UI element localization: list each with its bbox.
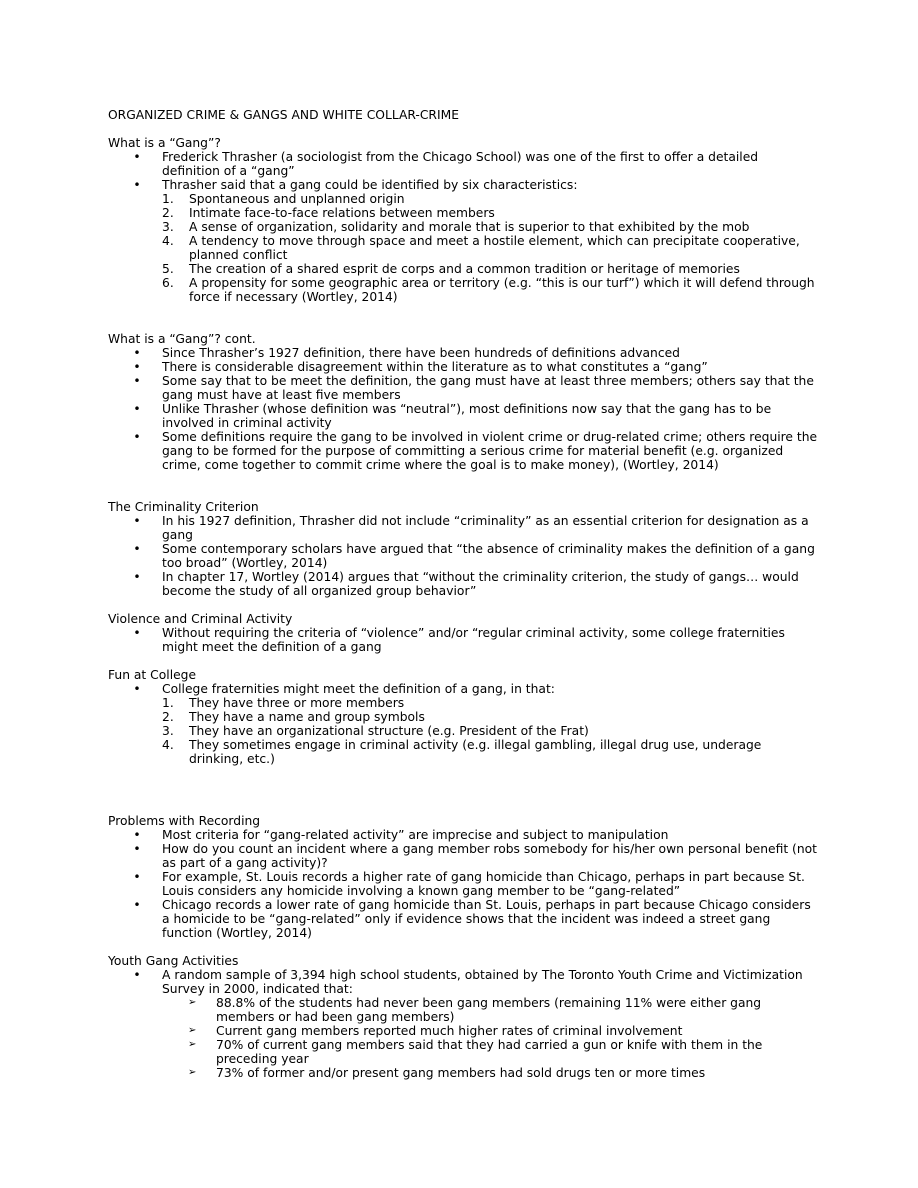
- numbered-item: [162, 234, 818, 262]
- bullet-text: Chicago records a lower rate of gang homicide than St. Louis, perhaps in part because Chicago considers a homicide to be “gang-related” only if evidence shows that the incident was indeed a street gang function (Wortley, 2014): [162, 898, 811, 940]
- bullet-list: [108, 346, 818, 472]
- numbered-item-text: They have a name and group symbols: [189, 710, 425, 724]
- bullet-item: [108, 842, 818, 870]
- bullet-item: [108, 430, 818, 472]
- bullet-item: [108, 870, 818, 898]
- numbered-list: [162, 192, 818, 304]
- bullet-icon: •: [133, 430, 141, 444]
- bullet-list: [108, 514, 818, 598]
- section-spacer: [108, 940, 818, 954]
- item-number: 1.: [162, 696, 174, 710]
- bullet-list: [108, 626, 818, 654]
- section: [108, 814, 818, 940]
- bullet-text: Unlike Thrasher (whose definition was “neutral”), most definitions now say that the gang has to be involved in criminal activity: [162, 402, 772, 430]
- arrow-item-text: 70% of current gang members said that they had carried a gun or knife with them in the preceding year: [216, 1038, 763, 1066]
- numbered-item-text: A sense of organization, solidarity and morale that is superior to that exhibited by the mob: [189, 220, 750, 234]
- bullet-item: [108, 514, 818, 542]
- numbered-item: [162, 710, 818, 724]
- section-heading: What is a “Gang”?: [108, 136, 221, 150]
- bullet-icon: •: [133, 682, 141, 696]
- numbered-item-text: They have an organizational structure (e.g. President of the Frat): [189, 724, 589, 738]
- bullet-icon: •: [133, 828, 141, 842]
- bullet-text: There is considerable disagreement within the literature as to what constitutes a “gang”: [162, 360, 708, 374]
- bullet-text: How do you count an incident where a gang member robs somebody for his/her own personal benefit (not as part of a gang activity)?: [162, 842, 817, 870]
- arrow-item-text: 88.8% of the students had never been gang members (remaining 11% were either gang members or had been gang members): [216, 996, 762, 1024]
- document-body: [108, 136, 818, 1080]
- bullet-icon: •: [133, 178, 141, 192]
- item-number: 2.: [162, 206, 174, 220]
- item-number: 2.: [162, 710, 174, 724]
- bullet-icon: •: [133, 402, 141, 416]
- numbered-item: [162, 206, 818, 220]
- bullet-icon: •: [133, 842, 141, 856]
- section: [108, 954, 818, 1080]
- bullet-text: Without requiring the criteria of “violence” and/or “regular criminal activity, some college fraternities might meet the definition of a gang: [162, 626, 785, 654]
- bullet-list: [108, 828, 818, 940]
- numbered-item-text: A propensity for some geographic area or territory (e.g. “this is our turf”) which it will defend through force if necessary (Wortley, 2014): [189, 276, 815, 304]
- numbered-item-text: A tendency to move through space and meet a hostile element, which can precipitate cooperative, planned conflict: [189, 234, 800, 262]
- numbered-item: [162, 276, 818, 304]
- bullet-text: Some definitions require the gang to be involved in violent crime or drug-related crime; others require the gang to be formed for the purpose of committing a serious crime for material benefit (e.g. organized crime, come together to commit crime where the goal is to make money), (Wortley, 2014): [162, 430, 818, 472]
- arrow-item-text: 73% of former and/or present gang members had sold drugs ten or more times: [216, 1066, 706, 1080]
- arrow-bullet-icon: ➢: [188, 1039, 197, 1050]
- bullet-text: In chapter 17, Wortley (2014) argues that “without the criminality criterion, the study of gangs… would become the study of all organized group behavior”: [162, 570, 799, 598]
- section: [108, 612, 818, 654]
- bullet-text: In his 1927 definition, Thrasher did not include “criminality” as an essential criterion for designation as a gang: [162, 514, 809, 542]
- bullet-text: For example, St. Louis records a higher rate of gang homicide than Chicago, perhaps in part because St. Louis considers any homicide involving a known gang member to be “gang-related”: [162, 870, 805, 898]
- document-page: [108, 108, 818, 1080]
- section-heading: Fun at College: [108, 668, 197, 682]
- bullet-icon: •: [133, 570, 141, 584]
- arrow-list: [162, 996, 818, 1080]
- document-title: ORGANIZED CRIME & GANGS AND WHITE COLLAR-CRIME: [108, 108, 459, 122]
- bullet-item: [108, 570, 818, 598]
- section-heading: What is a “Gang”? cont.: [108, 332, 256, 346]
- section-heading: The Criminality Criterion: [108, 500, 259, 514]
- arrow-bullet-icon: ➢: [188, 997, 197, 1008]
- bullet-item: [108, 898, 818, 940]
- bullet-text: Most criteria for “gang-related activity” are imprecise and subject to manipulation: [162, 828, 669, 842]
- bullet-icon: •: [133, 374, 141, 388]
- numbered-item-text: Spontaneous and unplanned origin: [189, 192, 405, 206]
- arrow-bullet-icon: ➢: [188, 1067, 197, 1078]
- bullet-list: [108, 150, 818, 304]
- bullet-item: [108, 150, 818, 178]
- bullet-icon: •: [133, 870, 141, 884]
- arrow-item: [162, 1066, 818, 1080]
- numbered-item-text: Intimate face-to-face relations between members: [189, 206, 495, 220]
- bullet-text: Since Thrasher’s 1927 definition, there have been hundreds of definitions advanced: [162, 346, 680, 360]
- numbered-item: [162, 696, 818, 710]
- bullet-list: [108, 682, 818, 766]
- bullet-text: Some contemporary scholars have argued that “the absence of criminality makes the definition of a gang too broad” (Wortley, 2014): [162, 542, 815, 570]
- section-spacer: [108, 598, 818, 612]
- bullet-icon: •: [133, 968, 141, 982]
- section: [108, 668, 818, 766]
- item-number: 6.: [162, 276, 174, 290]
- bullet-icon: •: [133, 346, 141, 360]
- section-heading: Violence and Criminal Activity: [108, 612, 293, 626]
- section-spacer: [108, 766, 818, 814]
- bullet-item: [108, 402, 818, 430]
- item-number: 3.: [162, 724, 174, 738]
- numbered-item-text: They sometimes engage in criminal activity (e.g. illegal gambling, illegal drug use, underage drinking, etc.): [189, 738, 762, 766]
- bullet-item: [108, 626, 818, 654]
- section: [108, 500, 818, 598]
- bullet-icon: •: [133, 542, 141, 556]
- bullet-list: [108, 968, 818, 1080]
- section-spacer: [108, 472, 818, 500]
- section-spacer: [108, 304, 818, 332]
- bullet-icon: •: [133, 514, 141, 528]
- arrow-item-text: Current gang members reported much higher rates of criminal involvement: [216, 1024, 683, 1038]
- bullet-text: A random sample of 3,394 high school students, obtained by The Toronto Youth Crime and Victimization Survey in 2000, indicated that:: [162, 968, 803, 996]
- numbered-item: [162, 262, 818, 276]
- item-number: 3.: [162, 220, 174, 234]
- numbered-item: [162, 724, 818, 738]
- numbered-list: [162, 696, 818, 766]
- bullet-text: Thrasher said that a gang could be identified by six characteristics:: [162, 178, 578, 192]
- bullet-item: [108, 542, 818, 570]
- bullet-item: [108, 828, 818, 842]
- section-spacer: [108, 654, 818, 668]
- bullet-item: [108, 360, 818, 374]
- arrow-bullet-icon: ➢: [188, 1025, 197, 1036]
- section-heading: Youth Gang Activities: [108, 954, 239, 968]
- bullet-icon: •: [133, 360, 141, 374]
- bullet-icon: •: [133, 898, 141, 912]
- bullet-item: [108, 178, 818, 304]
- bullet-text: College fraternities might meet the definition of a gang, in that:: [162, 682, 555, 696]
- arrow-item: [162, 1024, 818, 1038]
- numbered-item-text: The creation of a shared esprit de corps and a common tradition or heritage of memories: [189, 262, 740, 276]
- bullet-item: [108, 968, 818, 1080]
- item-number: 5.: [162, 262, 174, 276]
- bullet-item: [108, 374, 818, 402]
- bullet-item: [108, 346, 818, 360]
- bullet-icon: •: [133, 626, 141, 640]
- section-heading: Problems with Recording: [108, 814, 261, 828]
- item-number: 1.: [162, 192, 174, 206]
- bullet-icon: •: [133, 150, 141, 164]
- section: [108, 332, 818, 472]
- section: [108, 136, 818, 304]
- numbered-item-text: They have three or more members: [189, 696, 405, 710]
- arrow-item: [162, 1038, 818, 1066]
- numbered-item: [162, 738, 818, 766]
- bullet-text: Frederick Thrasher (a sociologist from the Chicago School) was one of the first to offer a detailed definition of a “gang”: [162, 150, 759, 178]
- numbered-item: [162, 220, 818, 234]
- item-number: 4.: [162, 738, 174, 752]
- bullet-text: Some say that to be meet the definition, the gang must have at least three members; others say that the gang must have at least five members: [162, 374, 814, 402]
- item-number: 4.: [162, 234, 174, 248]
- arrow-item: [162, 996, 818, 1024]
- bullet-item: [108, 682, 818, 766]
- numbered-item: [162, 192, 818, 206]
